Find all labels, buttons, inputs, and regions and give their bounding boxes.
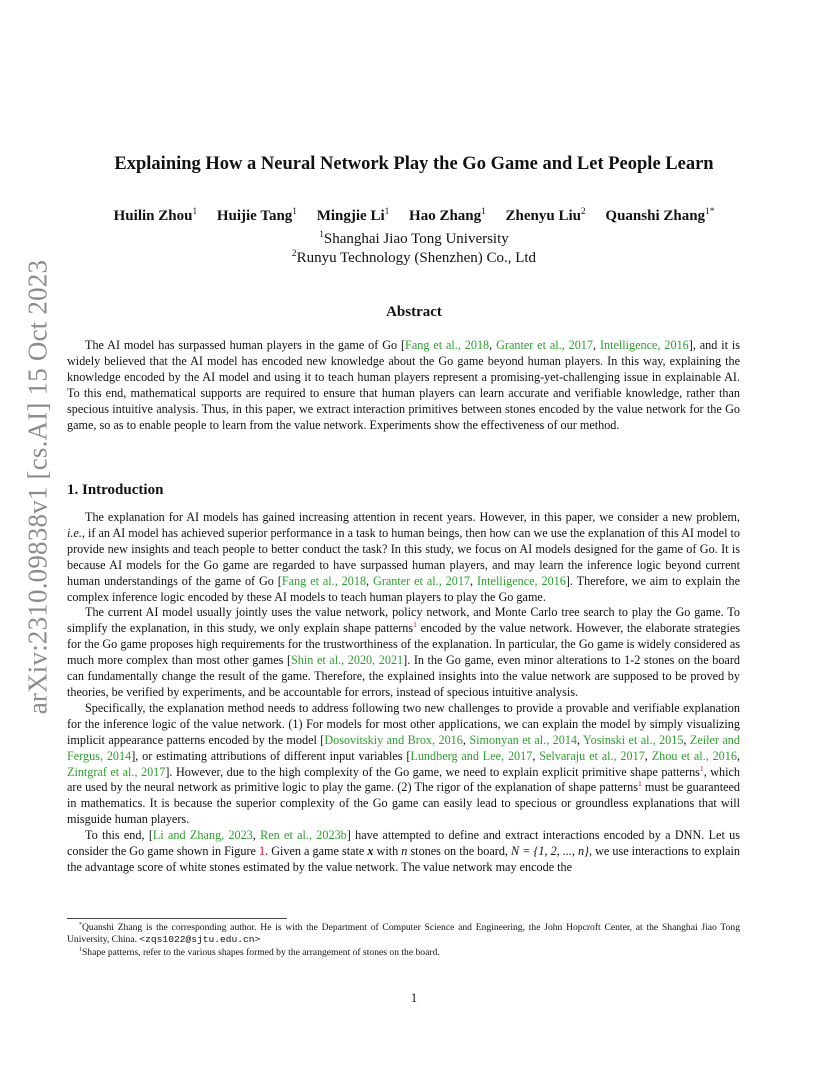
arxiv-identifier xyxy=(20,259,56,715)
author-list xyxy=(0,208,828,225)
footnote-link[interactable]: 1 xyxy=(699,763,704,773)
author: Hao Zhang$^1$ xyxy=(409,207,486,224)
citation-link[interactable]: Shin et al., 2020, 2021 xyxy=(291,653,404,668)
author: Mingjie Li$^1$ xyxy=(316,207,390,224)
author: Huilin Zhou$^1$ xyxy=(113,207,198,224)
footnote-link[interactable]: 1 xyxy=(637,779,642,789)
citation-link[interactable]: Yosinski et al., 2015 xyxy=(583,732,684,747)
page-number: 1 xyxy=(410,991,418,1005)
paragraph: Specifically, the explanation method needs to address following two new challenges to provide a provable and verifiable explanation for the inference logic of the value network. (1) For models for most other applications, we can explain the model by simply visualizing implicit appearance patterns encoded by the model [Dosovitskiy and Brox, 2016, Simonyan et al., 2014, Yosinski et al., 2015, Zeiler and Fergus, 2014], or estimating attributions of different input variables [Lundberg and Lee, 2017, Selvaraju et al., 2017, Zhou et al., 2016, Zintgraf et al., 2017]. However, due to the high complexity of the Go game, we need to explain explicit primitive shape patterns$^1$, which are used by the neural network as primitive logic to play the game. (2) The rigor of the explanation of shape patterns$^1$ must be guaranteed in mathematics. It is because the superior complexity of the Go game can easily lead to specious or groundless explanations that will misguide human players. xyxy=(67,700,741,827)
citation-link[interactable]: Zeiler and Fergus, 2014 xyxy=(67,732,740,763)
paragraph: To this end, [Li and Zhang, 2023, Ren et al., 2023b] have attempted to define and extract interactions encoded by a DNN. Let us consider the Go game shown in Figure 1. Given a game state x with n stones on the board, N = {1, 2, ..., n}, we use interactions to explain the advantage score of white stones estimated by the value network. The value network may encode the xyxy=(67,828,741,874)
citation-link[interactable]: Fang et al., 2018 xyxy=(405,338,490,352)
footnotes xyxy=(67,922,740,959)
paragraph: The current AI model usually jointly uses the value network, policy network, and Monte Carlo tree search to play the Go game. To simplify the explanation, in this study, we only explain shape patterns$^1$ encoded by the value network. However, the elaborate strategies for the Go game proposes high requirements for the trustworthiness of the explanation. In particular, the Go game is widely considered as much more complex than most other games [Shin et al., 2020, 2021]. In the Go game, even minor alterations to 1-2 stones on the board can fundamentally change the result of the game. Therefore, the explained insights into the value network are supposed to be proved by theories, be verified by experiments, and be accountable for errors, instead of specious intuitive analysis. xyxy=(67,605,740,699)
citation-link[interactable]: Ren et al., 2023b xyxy=(260,828,347,843)
citation-link[interactable]: Selvaraju et al., 2017 xyxy=(539,748,645,763)
footnote-divider xyxy=(67,918,287,919)
citation-link[interactable]: Li and Zhang, 2023 xyxy=(152,828,253,843)
citation-link[interactable]: Dosovitskiy and Brox, 2016 xyxy=(324,732,463,747)
email-address: <zqs1022@sjtu.edu.cn> xyxy=(139,934,261,946)
footnote-link[interactable]: 1 xyxy=(413,620,417,630)
paper-title: Explaining How a Neural Network Play the Go Game and Let People Learn xyxy=(114,154,714,174)
abstract-heading: Abstract xyxy=(386,304,442,320)
affiliation: $^2$Runyu Technology (Shenzhen) Co., Ltd xyxy=(291,249,537,266)
citation-link[interactable]: Granter et al., 2017 xyxy=(496,338,593,352)
author: Huijie Tang$^1$ xyxy=(216,207,297,224)
citation-link[interactable]: Fang et al., 2018 xyxy=(281,573,367,588)
citation-link[interactable]: Lundberg and Lee, 2017 xyxy=(410,748,533,763)
author: Quanshi Zhang$^{1*}$ xyxy=(605,207,715,224)
abstract-text: The AI model has surpassed human players in the game of Go [Fang et al., 2018, Granter et al., 2017, Intelligence, 2016], and it is widely believed that the AI model has encoded new knowledge about the Go game beyond human players. In this way, explaining the knowledge encoded by the AI model and using it to teach human players represent a promising-yet-challenging issue in explainable AI. To this end, mathematical supports are required to ensure that human players can learn accurate and verifiable knowledge, rather than specious intuitive analysis. Thus, in this paper, we extract interaction primitives between stones encoded by the value network for the Go game, so as to enable people to learn from the value network. Experiments show the effectiveness of our method. xyxy=(67,338,741,432)
affiliation: $^1$Shanghai Jiao Tong University xyxy=(319,230,509,247)
section-heading: 1. Introduction xyxy=(67,482,164,498)
citation-link[interactable]: Granter et al., 2017 xyxy=(373,573,471,588)
author: Zhenyu Liu$^2$ xyxy=(505,207,586,224)
citation-link[interactable]: Intelligence, 2016 xyxy=(477,573,566,588)
footnote: $^1$Shape patterns, refer to the various shapes formed by the arrangement of stones on the board. xyxy=(79,946,440,958)
footnote: *Quanshi Zhang is the corresponding author. He is with the Department of Computer Science and Engineering, the John Hopcroft Center, at the Shanghai Jiao Tong University, China. <zqs1022@sjtu.edu.cn> xyxy=(67,921,740,946)
citation-link[interactable]: Zintgraf et al., 2017 xyxy=(67,764,166,779)
figure-link[interactable]: 1 xyxy=(259,844,266,859)
citation-link[interactable]: Simonyan et al., 2014 xyxy=(469,732,578,747)
citation-link[interactable]: Zhou et al., 2016 xyxy=(651,748,737,763)
arxiv-identifier-text: arXiv:2310.09838v1 [cs.AI] 15 Oct 2023 xyxy=(22,259,53,715)
introduction-body xyxy=(67,510,740,876)
paragraph: The explanation for AI models has gained increasing attention in recent years. However, in this paper, we consider a new problem, i.e., if an AI model has achieved superior performance in a task to human beings, then how can we use the explanation of this AI model to provide new insights and teach people to better conduct the task? In this study, we focus on AI models designed for the game of Go. It is because AI models for the Go game are regarded to have surpassed human players, and may learn the inference logic beyond current human understandings of the game of Go [Fang et al., 2018, Granter et al., 2017, Intelligence, 2016]. Therefore, we aim to explain the complex inference logic encoded by these AI models to teach human players to play the Go game. xyxy=(67,510,741,604)
citation-link[interactable]: Intelligence, 2016 xyxy=(599,338,689,352)
